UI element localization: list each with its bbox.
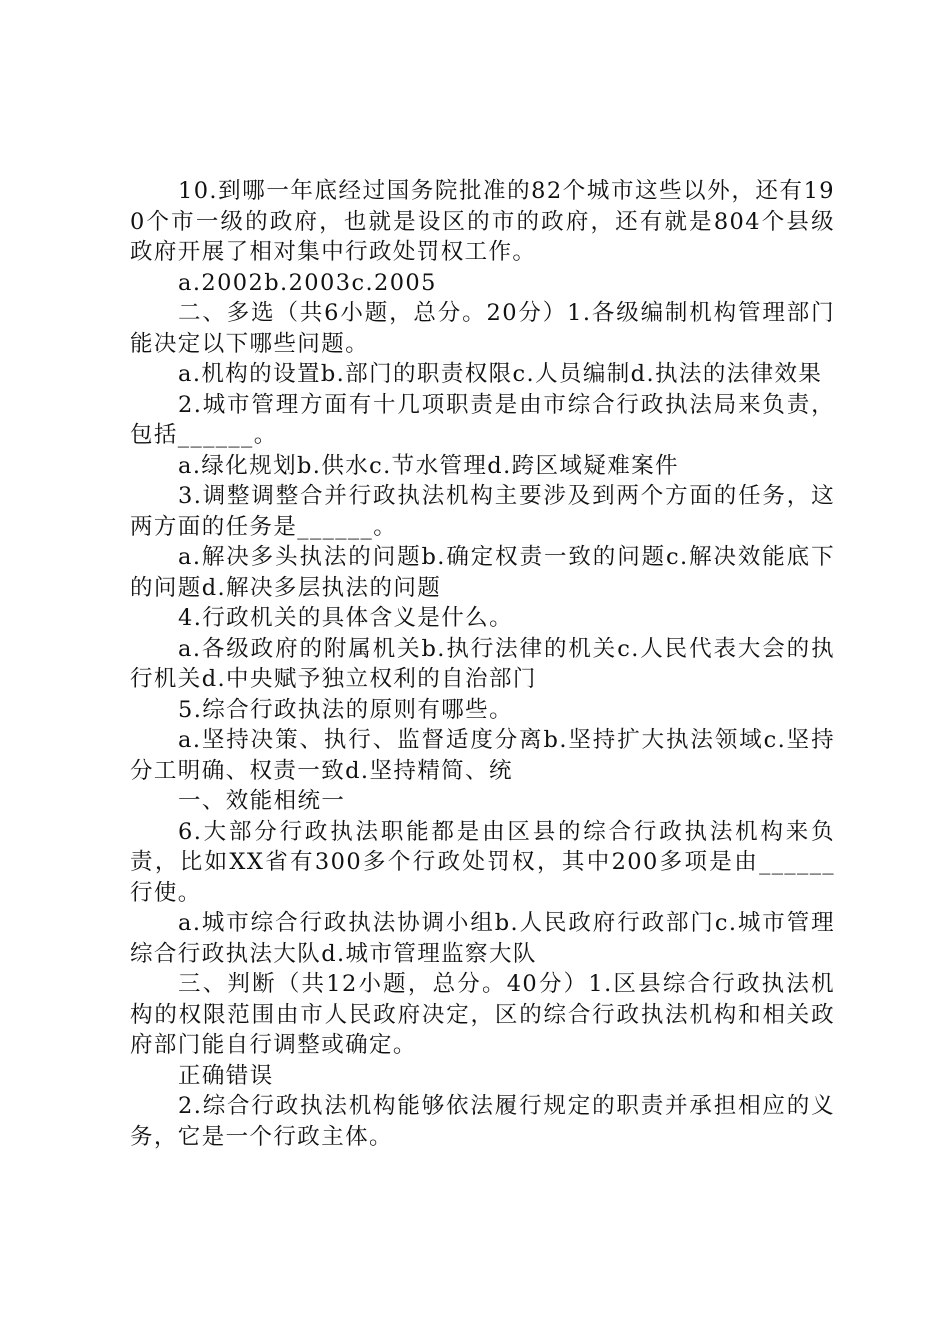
multi-question-6-options: a.城市综合行政执法协调小组b.人民政府行政部门c.城市管理综合行政执法大队d.城市管理监察大队 [130, 910, 835, 967]
document-page [130, 176, 835, 1152]
multi-question-2: 2.城市管理方面有十几项职责是由市综合行政执法局来负责，包括______。 [130, 391, 835, 448]
section-3-heading-question-1: 三、判断（共12小题，总分。40分）1.区县综合行政执法机构的权限范围由市人民政府决定，区的综合行政执法机构和相关政府部门能自行调整或确定。 [130, 971, 835, 1058]
multi-question-3-options: a.解决多头执法的问题b.确定权责一致的问题c.解决效能底下的问题d.解决多层执法的问题 [130, 544, 835, 601]
judge-question-1-options: 正确错误 [178, 1062, 274, 1089]
section-2-heading-question-1: 二、多选（共6小题，总分。20分）1.各级编制机构管理部门能决定以下哪些问题。 [130, 300, 835, 357]
multi-question-4: 4.行政机关的具体含义是什么。 [178, 605, 513, 631]
question-10: 10.到哪一年底经过国务院批准的82个城市这些以外，还有190个市一级的政府，也就是设区的市的政府，还有就是804个县级政府开展了相对集中行政处罚权工作。 [130, 178, 835, 265]
multi-question-5: 5.综合行政执法的原则有哪些。 [178, 696, 513, 723]
question-10-options: a.2002b.2003c.2005 [178, 269, 437, 296]
multi-question-2-options: a.绿化规划b.供水c.节水管理d.跨区域疑难案件 [178, 452, 679, 479]
multi-question-1-options: a.机构的设置b.部门的职责权限c.人员编制d.执法的法律效果 [178, 361, 823, 387]
judge-question-2: 2.综合行政执法机构能够依法履行规定的职责并承担相应的义务，它是一个行政主体。 [130, 1093, 835, 1150]
multi-question-4-options: a.各级政府的附属机关b.执行法律的机关c.人民代表大会的执行机关d.中央赋予独立权利的自治部门 [130, 635, 835, 692]
multi-question-5-options: a.坚持决策、执行、监督适度分离b.坚持扩大执法领域c.坚持分工明确、权责一致d.坚持精简、统 [130, 727, 835, 784]
multi-question-5-options-cont: 一、效能相统一 [178, 788, 346, 814]
multi-question-6: 6.大部分行政执法职能都是由区县的综合行政执法机构来负责，比如XX省有300多个行政处罚权，其中200多项是由______行使。 [130, 818, 835, 906]
multi-question-3: 3.调整调整合并行政执法机构主要涉及到两个方面的任务，这两方面的任务是______。 [130, 483, 835, 540]
